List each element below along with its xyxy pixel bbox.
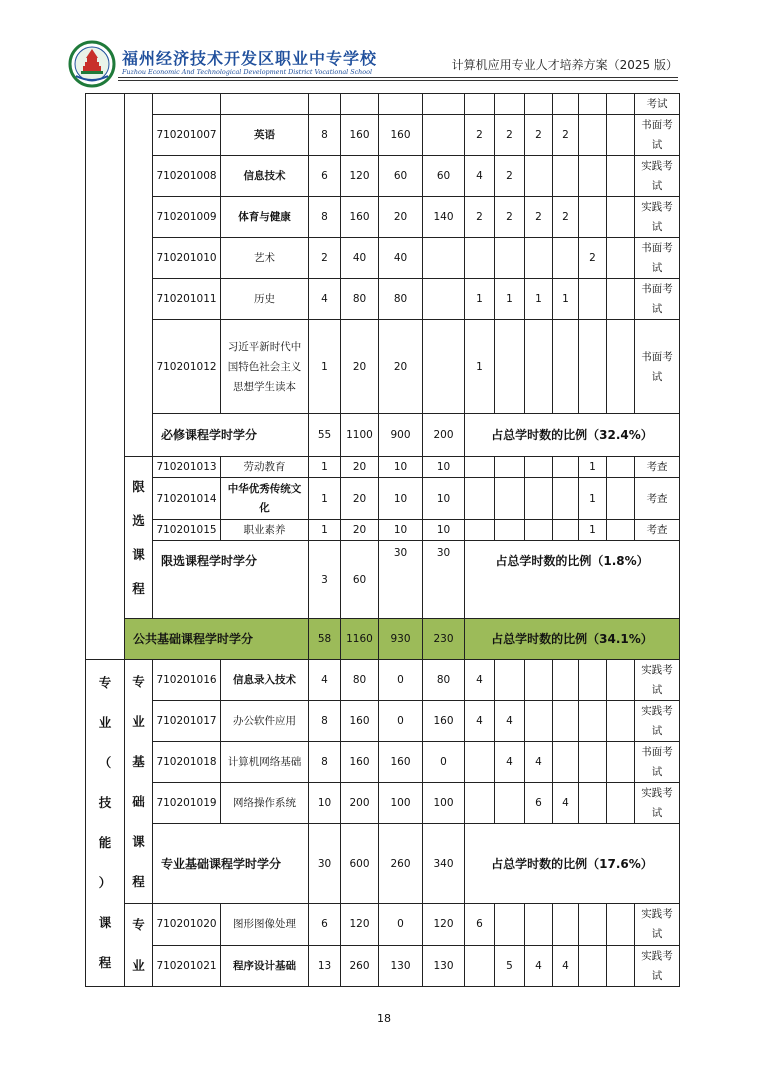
exam-type: 考试 xyxy=(635,94,680,115)
semester-3: 6 xyxy=(525,783,553,824)
course-name: 劳动教育 xyxy=(221,457,309,478)
semester-4: 4 xyxy=(553,945,579,987)
course-code: 710201016 xyxy=(153,660,221,701)
hours-ratio: 占总学时数的比例（34.1%） xyxy=(465,619,680,660)
semester-5: 1 xyxy=(579,478,607,520)
credit: 8 xyxy=(309,701,341,742)
semester-2 xyxy=(495,238,525,279)
table-row xyxy=(86,701,680,742)
semester-3: 2 xyxy=(525,115,553,156)
course-code: 710201017 xyxy=(153,701,221,742)
credit: 3 xyxy=(309,541,341,619)
credit: 1 xyxy=(309,520,341,541)
credit: 30 xyxy=(309,824,341,904)
category-cell xyxy=(86,94,125,660)
theory-hours: 0 xyxy=(379,904,423,946)
base-subtotal-row xyxy=(86,824,680,904)
table-row xyxy=(86,945,680,987)
theory-hours: 30 xyxy=(379,541,423,619)
semester-5 xyxy=(579,115,607,156)
credit: 1 xyxy=(309,478,341,520)
credit: 4 xyxy=(309,660,341,701)
hours-ratio: 占总学时数的比例（32.4%） xyxy=(465,414,680,457)
total-hours: 1100 xyxy=(341,414,379,457)
semester-4 xyxy=(553,320,579,414)
semester-5: 2 xyxy=(579,238,607,279)
semester-5 xyxy=(579,279,607,320)
table-row xyxy=(86,457,680,478)
practice-hours: 30 xyxy=(423,541,465,619)
total-hours: 200 xyxy=(341,783,379,824)
total-hours: 260 xyxy=(341,945,379,987)
practice-hours xyxy=(423,238,465,279)
semester-1 xyxy=(465,238,495,279)
credit: 2 xyxy=(309,238,341,279)
semester-1 xyxy=(465,783,495,824)
semester-1 xyxy=(465,945,495,987)
total-hours: 120 xyxy=(341,904,379,946)
theory-hours: 80 xyxy=(379,279,423,320)
course-code: 710201015 xyxy=(153,520,221,541)
course-name: 体育与健康 xyxy=(221,197,309,238)
semester-5 xyxy=(579,320,607,414)
school-logo-icon xyxy=(68,40,116,88)
practice-hours: 130 xyxy=(423,945,465,987)
semester-5 xyxy=(579,156,607,197)
semester-4: 2 xyxy=(553,197,579,238)
theory-hours: 100 xyxy=(379,783,423,824)
semester-2 xyxy=(495,660,525,701)
theory-hours: 930 xyxy=(379,619,423,660)
semester-3 xyxy=(525,660,553,701)
semester-5: 1 xyxy=(579,520,607,541)
total-hours: 20 xyxy=(341,320,379,414)
practice-hours: 60 xyxy=(423,156,465,197)
practice-hours: 10 xyxy=(423,478,465,520)
course-code: 710201007 xyxy=(153,115,221,156)
theory-hours: 20 xyxy=(379,320,423,414)
course-code: 710201011 xyxy=(153,279,221,320)
theory-hours: 160 xyxy=(379,115,423,156)
semester-3: 1 xyxy=(525,279,553,320)
credit: 8 xyxy=(309,115,341,156)
semester-3 xyxy=(525,701,553,742)
practice-hours: 10 xyxy=(423,520,465,541)
semester-4 xyxy=(553,904,579,946)
course-code: 710201009 xyxy=(153,197,221,238)
subtotal-label: 必修课程学时学分 xyxy=(153,414,309,457)
total-hours: 60 xyxy=(341,541,379,619)
course-name: 中华优秀传统文化 xyxy=(221,478,309,520)
table-row xyxy=(86,320,680,414)
table-row xyxy=(86,904,680,946)
theory-hours: 60 xyxy=(379,156,423,197)
category-cell: 专 业 xyxy=(125,904,153,987)
header-rule xyxy=(118,80,678,81)
practice-hours: 230 xyxy=(423,619,465,660)
course-name: 图形图像处理 xyxy=(221,904,309,946)
course-name: 艺术 xyxy=(221,238,309,279)
page-number: 18 xyxy=(377,1012,391,1025)
table-row xyxy=(86,115,680,156)
total-hours: 1160 xyxy=(341,619,379,660)
semester-1: 2 xyxy=(465,115,495,156)
semester-6 xyxy=(607,238,635,279)
course-code: 710201019 xyxy=(153,783,221,824)
total-hours: 80 xyxy=(341,279,379,320)
credit: 6 xyxy=(309,156,341,197)
course-name: 英语 xyxy=(221,115,309,156)
table-row xyxy=(86,660,680,701)
page-header xyxy=(68,40,678,76)
semester-6 xyxy=(607,115,635,156)
required-subtotal-row xyxy=(86,414,680,457)
semester-4 xyxy=(553,660,579,701)
exam-type: 考查 xyxy=(635,520,680,541)
practice-hours: 120 xyxy=(423,904,465,946)
total-hours: 40 xyxy=(341,238,379,279)
total-hours: 600 xyxy=(341,824,379,904)
course-code: 710201012 xyxy=(153,320,221,414)
exam-type: 书面考试 xyxy=(635,742,680,783)
semester-2: 2 xyxy=(495,115,525,156)
semester-3 xyxy=(525,320,553,414)
total-hours: 120 xyxy=(341,156,379,197)
semester-3 xyxy=(525,904,553,946)
course-code: 710201020 xyxy=(153,904,221,946)
course-name: 习近平新时代中国特色社会主义思想学生读本 xyxy=(221,320,309,414)
semester-6 xyxy=(607,156,635,197)
credit: 4 xyxy=(309,279,341,320)
total-hours: 160 xyxy=(341,197,379,238)
table-row xyxy=(86,238,680,279)
total-hours: 160 xyxy=(341,701,379,742)
credit: 58 xyxy=(309,619,341,660)
course-name: 程序设计基础 xyxy=(221,945,309,987)
course-code: 710201013 xyxy=(153,457,221,478)
table-row xyxy=(86,783,680,824)
semester-3 xyxy=(525,238,553,279)
semester-1: 4 xyxy=(465,701,495,742)
practice-hours: 80 xyxy=(423,660,465,701)
course-code: 710201021 xyxy=(153,945,221,987)
theory-hours: 10 xyxy=(379,457,423,478)
semester-6 xyxy=(607,320,635,414)
semester-6 xyxy=(607,279,635,320)
semester-4: 4 xyxy=(553,783,579,824)
exam-type: 实践考试 xyxy=(635,701,680,742)
credit: 1 xyxy=(309,457,341,478)
semester-4 xyxy=(553,156,579,197)
exam-type: 实践考试 xyxy=(635,156,680,197)
practice-hours: 200 xyxy=(423,414,465,457)
semester-4: 1 xyxy=(553,279,579,320)
exam-type: 实践考试 xyxy=(635,783,680,824)
total-hours: 80 xyxy=(341,660,379,701)
course-name: 计算机网络基础 xyxy=(221,742,309,783)
public-subtotal-row xyxy=(86,619,680,660)
course-code: 710201018 xyxy=(153,742,221,783)
exam-type: 书面考试 xyxy=(635,238,680,279)
exam-type: 实践考试 xyxy=(635,197,680,238)
practice-hours xyxy=(423,115,465,156)
total-hours: 20 xyxy=(341,478,379,520)
table-row xyxy=(86,156,680,197)
credit: 55 xyxy=(309,414,341,457)
semester-2: 4 xyxy=(495,701,525,742)
semester-1 xyxy=(465,742,495,783)
semester-2 xyxy=(495,320,525,414)
semester-2 xyxy=(495,904,525,946)
exam-type: 实践考试 xyxy=(635,660,680,701)
credit: 1 xyxy=(309,320,341,414)
course-code: 710201014 xyxy=(153,478,221,520)
subtotal-label: 限选课程学时学分 xyxy=(153,541,309,619)
school-name-cn: 福州经济技术开发区职业中专学校 xyxy=(122,49,378,68)
total-hours: 160 xyxy=(341,742,379,783)
exam-type: 实践考试 xyxy=(635,904,680,946)
semester-1: 6 xyxy=(465,904,495,946)
category-cell: 限 选 课 程 xyxy=(125,457,153,619)
total-hours: 20 xyxy=(341,457,379,478)
exam-type: 考查 xyxy=(635,478,680,520)
course-code: 710201008 xyxy=(153,156,221,197)
course-name: 办公软件应用 xyxy=(221,701,309,742)
theory-hours: 260 xyxy=(379,824,423,904)
semester-5 xyxy=(579,197,607,238)
total-hours: 20 xyxy=(341,520,379,541)
semester-1: 1 xyxy=(465,279,495,320)
exam-type: 书面考试 xyxy=(635,320,680,414)
practice-hours: 100 xyxy=(423,783,465,824)
document-title: 计算机应用专业人才培养方案（2025 版） xyxy=(451,58,678,72)
semester-4: 2 xyxy=(553,115,579,156)
table-row xyxy=(86,478,680,520)
semester-3 xyxy=(525,156,553,197)
theory-hours: 20 xyxy=(379,197,423,238)
exam-type: 书面考试 xyxy=(635,115,680,156)
category-cell: 专 业 基 础 课 程 xyxy=(125,660,153,904)
subtotal-label: 公共基础课程学时学分 xyxy=(125,619,309,660)
table-row xyxy=(86,197,680,238)
semester-1: 1 xyxy=(465,320,495,414)
practice-hours: 140 xyxy=(423,197,465,238)
theory-hours: 130 xyxy=(379,945,423,987)
semester-4 xyxy=(553,742,579,783)
course-name: 历史 xyxy=(221,279,309,320)
semester-4 xyxy=(553,701,579,742)
semester-2: 2 xyxy=(495,156,525,197)
theory-hours: 0 xyxy=(379,701,423,742)
hours-ratio: 占总学时数的比例（17.6%） xyxy=(465,824,680,904)
semester-2: 1 xyxy=(495,279,525,320)
semester-6 xyxy=(607,197,635,238)
semester-1: 4 xyxy=(465,660,495,701)
subtotal-label: 专业基础课程学时学分 xyxy=(153,824,309,904)
semester-1: 4 xyxy=(465,156,495,197)
practice-hours: 0 xyxy=(423,742,465,783)
course-name: 信息录入技术 xyxy=(221,660,309,701)
course-name: 职业素养 xyxy=(221,520,309,541)
theory-hours: 10 xyxy=(379,520,423,541)
credit: 10 xyxy=(309,783,341,824)
category-cell xyxy=(125,94,153,457)
course-name: 网络操作系统 xyxy=(221,783,309,824)
credit: 13 xyxy=(309,945,341,987)
semester-2: 2 xyxy=(495,197,525,238)
exam-type: 实践考试 xyxy=(635,945,680,987)
semester-2: 5 xyxy=(495,945,525,987)
table-row xyxy=(86,742,680,783)
theory-hours: 900 xyxy=(379,414,423,457)
category-cell: 专 业 （ 技 能 ） 课 程 xyxy=(86,660,125,987)
semester-3: 4 xyxy=(525,945,553,987)
semester-5: 1 xyxy=(579,457,607,478)
semester-2: 4 xyxy=(495,742,525,783)
header-rule xyxy=(118,77,678,78)
practice-hours: 340 xyxy=(423,824,465,904)
total-hours: 160 xyxy=(341,115,379,156)
semester-4 xyxy=(553,238,579,279)
theory-hours: 160 xyxy=(379,742,423,783)
exam-type: 书面考试 xyxy=(635,279,680,320)
credit: 6 xyxy=(309,904,341,946)
semester-1: 2 xyxy=(465,197,495,238)
credit: 8 xyxy=(309,197,341,238)
credit: 8 xyxy=(309,742,341,783)
practice-hours xyxy=(423,279,465,320)
theory-hours: 10 xyxy=(379,478,423,520)
practice-hours: 160 xyxy=(423,701,465,742)
course-name: 信息技术 xyxy=(221,156,309,197)
limited-subtotal-row xyxy=(86,541,680,619)
theory-hours: 0 xyxy=(379,660,423,701)
semester-3: 2 xyxy=(525,197,553,238)
practice-hours xyxy=(423,320,465,414)
semester-2 xyxy=(495,783,525,824)
curriculum-table xyxy=(85,93,680,987)
table-row xyxy=(86,520,680,541)
table-row xyxy=(86,279,680,320)
table-row xyxy=(86,94,680,115)
semester-3: 4 xyxy=(525,742,553,783)
course-code: 710201010 xyxy=(153,238,221,279)
exam-type: 考查 xyxy=(635,457,680,478)
theory-hours: 40 xyxy=(379,238,423,279)
hours-ratio: 占总学时数的比例（1.8%） xyxy=(465,541,680,619)
school-name-en: Fuzhou Economic And Technological Development District Vocational School xyxy=(122,68,373,76)
practice-hours: 10 xyxy=(423,457,465,478)
